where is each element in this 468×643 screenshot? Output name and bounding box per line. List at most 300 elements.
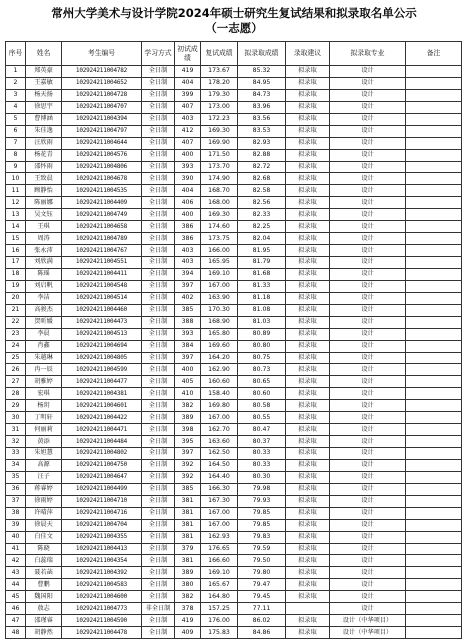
cell-major: 设计 <box>330 340 406 352</box>
cell-seq: 1 <box>6 66 26 78</box>
cell-major: 设计 <box>330 185 406 197</box>
cell-final-score: 82.33 <box>238 209 286 221</box>
cell-exam-no: 102924211004460 <box>62 304 142 316</box>
cell-exam-no: 102924211004599 <box>62 364 142 376</box>
table-row <box>6 543 462 555</box>
document-title <box>0 6 468 36</box>
cell-exam-no: 102924211004644 <box>62 137 142 149</box>
cell-study-mode: 全日制 <box>142 316 175 328</box>
cell-retest-score: 169.60 <box>201 340 238 352</box>
title-line-2: （一志愿） <box>205 21 263 35</box>
table-row <box>6 459 462 471</box>
cell-remark <box>406 161 462 173</box>
cell-name: 汪欣雨 <box>26 137 62 149</box>
cell-exam-no: 102924211004782 <box>62 66 142 78</box>
cell-seq: 37 <box>6 495 26 507</box>
cell-name: 贺昕媛 <box>26 316 62 328</box>
cell-study-mode: 全日制 <box>142 257 175 269</box>
cell-seq: 41 <box>6 543 26 555</box>
cell-name: 高骏杰 <box>26 304 62 316</box>
cell-admission-advice: 拟录取 <box>286 197 330 209</box>
cell-exam-no: 102924211004394 <box>62 113 142 125</box>
cell-final-score: 84.95 <box>238 77 286 89</box>
table-row <box>6 221 462 233</box>
cell-exam-no: 102924211004707 <box>62 101 142 113</box>
cell-retest-score: 175.83 <box>201 627 238 639</box>
cell-final-score: 82.88 <box>238 149 286 161</box>
cell-seq: 29 <box>6 400 26 412</box>
cell-major: 设计 <box>330 161 406 173</box>
cell-remark <box>406 436 462 448</box>
table-body <box>6 66 462 639</box>
cell-admission-advice: 拟录取 <box>286 245 330 257</box>
cell-retest-score: 167.00 <box>201 519 238 531</box>
cell-major: 设计 <box>330 555 406 567</box>
cell-admission-advice: 拟录取 <box>286 161 330 173</box>
cell-exam-no: 102924211004749 <box>62 209 142 221</box>
cell-seq: 7 <box>6 137 26 149</box>
cell-remark <box>406 149 462 161</box>
cell-admission-advice: 拟录取 <box>286 388 330 400</box>
cell-exam-no: 102924211004535 <box>62 185 142 197</box>
cell-seq: 42 <box>6 555 26 567</box>
cell-study-mode: 全日制 <box>142 436 175 448</box>
table-row <box>6 579 462 591</box>
cell-initial-score: 392 <box>175 471 201 483</box>
cell-initial-score: 382 <box>175 400 201 412</box>
cell-study-mode: 全日制 <box>142 328 175 340</box>
table-row <box>6 292 462 304</box>
table-row <box>6 209 462 221</box>
cell-retest-score: 164.50 <box>201 459 238 471</box>
cell-remark <box>406 627 462 639</box>
cell-admission-advice: 拟录取 <box>286 483 330 495</box>
cell-admission-advice: 拟录取 <box>286 173 330 185</box>
cell-study-mode: 全日制 <box>142 340 175 352</box>
cell-retest-score: 168.00 <box>201 197 238 209</box>
cell-name: 丁明轩 <box>26 412 62 424</box>
cell-exam-no: 102924211004583 <box>62 579 142 591</box>
cell-admission-advice: 拟录取 <box>286 591 330 603</box>
cell-exam-no: 102924211004710 <box>62 495 142 507</box>
cell-study-mode: 全日制 <box>142 304 175 316</box>
cell-major: 设计（中华项目） <box>330 615 406 627</box>
cell-final-score: 79.50 <box>238 555 286 567</box>
cell-initial-score: 405 <box>175 376 201 388</box>
table-header-row <box>6 42 462 66</box>
cell-initial-score: 386 <box>175 233 201 245</box>
header-admission-advice: 录取建议 <box>286 42 330 66</box>
cell-study-mode: 全日制 <box>142 495 175 507</box>
cell-study-mode: 全日制 <box>142 543 175 555</box>
cell-retest-score: 173.67 <box>201 66 238 78</box>
cell-name: 朱越琳 <box>26 352 62 364</box>
cell-name: 白佳文 <box>26 531 62 543</box>
cell-admission-advice: 拟录取 <box>286 436 330 448</box>
cell-name: 杨玥 <box>26 400 62 412</box>
cell-name: 徐雨婷 <box>26 495 62 507</box>
cell-major: 设计 <box>330 233 406 245</box>
cell-exam-no: 102924211004513 <box>62 328 142 340</box>
cell-initial-score: 390 <box>175 173 201 185</box>
table-row <box>6 519 462 531</box>
cell-remark <box>406 101 462 113</box>
cell-final-score: 80.75 <box>238 352 286 364</box>
cell-study-mode: 全日制 <box>142 245 175 257</box>
cell-study-mode: 全日制 <box>142 412 175 424</box>
cell-major: 设计 <box>330 424 406 436</box>
table-row <box>6 424 462 436</box>
cell-exam-no: 102924211004471 <box>62 424 142 436</box>
cell-initial-score: 389 <box>175 412 201 424</box>
cell-remark <box>406 316 462 328</box>
cell-seq: 3 <box>6 89 26 101</box>
cell-remark <box>406 197 462 209</box>
cell-admission-advice: 拟录取 <box>286 543 330 555</box>
header-exam-no: 考生编号 <box>62 42 142 66</box>
cell-major: 设计 <box>330 221 406 233</box>
cell-seq: 33 <box>6 448 26 460</box>
cell-final-score: 79.85 <box>238 507 286 519</box>
cell-major: 设计 <box>330 507 406 519</box>
cell-name: 吴文钰 <box>26 209 62 221</box>
cell-final-score: 81.68 <box>238 268 286 280</box>
cell-exam-no: 102924211004716 <box>62 507 142 519</box>
cell-study-mode: 全日制 <box>142 149 175 161</box>
cell-retest-score: 169.90 <box>201 137 238 149</box>
cell-initial-score: 385 <box>175 483 201 495</box>
cell-admission-advice: 拟录取 <box>286 615 330 627</box>
cell-name: 李洁 <box>26 292 62 304</box>
cell-study-mode: 全日制 <box>142 221 175 233</box>
cell-admission-advice: 拟录取 <box>286 316 330 328</box>
cell-admission-advice: 拟录取 <box>286 424 330 436</box>
cell-initial-score: 388 <box>175 316 201 328</box>
cell-initial-score: 404 <box>175 77 201 89</box>
table-row <box>6 197 462 209</box>
cell-major: 设计 <box>330 137 406 149</box>
cell-study-mode: 全日制 <box>142 388 175 400</box>
cell-exam-no: 102924211004658 <box>62 221 142 233</box>
cell-name: 刘欣满 <box>26 257 62 269</box>
cell-name: 胡雅婷 <box>26 376 62 388</box>
cell-retest-score: 170.30 <box>201 304 238 316</box>
cell-initial-score: 382 <box>175 591 201 603</box>
cell-final-score: 79.47 <box>238 579 286 591</box>
table-row <box>6 603 462 615</box>
cell-name: 何丽莉 <box>26 424 62 436</box>
cell-retest-score: 164.40 <box>201 471 238 483</box>
cell-study-mode: 全日制 <box>142 364 175 376</box>
cell-remark <box>406 507 462 519</box>
cell-exam-no: 102924211004704 <box>62 519 142 531</box>
cell-admission-advice: 拟录取 <box>286 185 330 197</box>
cell-seq: 46 <box>6 603 26 615</box>
cell-remark <box>406 221 462 233</box>
cell-seq: 9 <box>6 161 26 173</box>
cell-name: 徐晨天 <box>26 519 62 531</box>
cell-final-score: 79.80 <box>238 567 286 579</box>
cell-exam-no: 102924211004392 <box>62 567 142 579</box>
cell-remark <box>406 603 462 615</box>
table-row <box>6 376 462 388</box>
cell-study-mode: 全日制 <box>142 376 175 388</box>
cell-admission-advice: 拟录取 <box>286 400 330 412</box>
table-row <box>6 137 462 149</box>
cell-retest-score: 169.10 <box>201 567 238 579</box>
cell-final-score: 79.98 <box>238 483 286 495</box>
cell-retest-score: 169.10 <box>201 268 238 280</box>
cell-seq: 11 <box>6 185 26 197</box>
cell-admission-advice: 拟录取 <box>286 328 330 340</box>
cell-admission-advice: 拟录取 <box>286 125 330 137</box>
cell-major: 设计 <box>330 77 406 89</box>
cell-final-score: 80.37 <box>238 436 286 448</box>
cell-final-score: 82.56 <box>238 197 286 209</box>
cell-retest-score: 179.30 <box>201 89 238 101</box>
cell-major: 设计 <box>330 448 406 460</box>
cell-study-mode: 全日制 <box>142 459 175 471</box>
cell-name: 李晨 <box>26 328 62 340</box>
cell-final-score: 82.58 <box>238 185 286 197</box>
cell-admission-advice: 拟录取 <box>286 507 330 519</box>
cell-retest-score: 157.25 <box>201 603 238 615</box>
cell-initial-score: 378 <box>175 603 201 615</box>
cell-initial-score: 407 <box>175 101 201 113</box>
cell-exam-no: 102924211004477 <box>62 376 142 388</box>
cell-retest-score: 164.20 <box>201 352 238 364</box>
cell-name: 许晴萍 <box>26 507 62 519</box>
header-major: 拟录取专业 <box>330 42 406 66</box>
cell-final-score: 79.93 <box>238 495 286 507</box>
cell-remark <box>406 424 462 436</box>
table-row <box>6 185 462 197</box>
cell-remark <box>406 209 462 221</box>
cell-seq: 39 <box>6 519 26 531</box>
cell-initial-score: 402 <box>175 292 201 304</box>
cell-seq: 24 <box>6 340 26 352</box>
cell-major: 设计 <box>330 304 406 316</box>
cell-name: 邵瑾睿 <box>26 615 62 627</box>
cell-final-score: 81.03 <box>238 316 286 328</box>
cell-initial-score: 397 <box>175 448 201 460</box>
cell-retest-score: 165.95 <box>201 257 238 269</box>
cell-remark <box>406 448 462 460</box>
cell-remark <box>406 185 462 197</box>
table-row <box>6 280 462 292</box>
cell-admission-advice: 拟录取 <box>286 149 330 161</box>
cell-study-mode: 非全日制 <box>142 603 175 615</box>
cell-major: 设计 <box>330 316 406 328</box>
table-row <box>6 77 462 89</box>
cell-exam-no: 102924211004694 <box>62 340 142 352</box>
cell-study-mode: 全日制 <box>142 555 175 567</box>
cell-initial-score: 379 <box>175 543 201 555</box>
cell-remark <box>406 292 462 304</box>
cell-retest-score: 166.60 <box>201 555 238 567</box>
cell-study-mode: 全日制 <box>142 567 175 579</box>
cell-seq: 43 <box>6 567 26 579</box>
table-row <box>6 268 462 280</box>
table-row <box>6 436 462 448</box>
cell-initial-score: 381 <box>175 507 201 519</box>
cell-final-score: 77.11 <box>238 603 286 615</box>
cell-name: 黄添 <box>26 436 62 448</box>
cell-name: 王琪 <box>26 221 62 233</box>
cell-final-score: 84.73 <box>238 89 286 101</box>
cell-name: 汪子 <box>26 471 62 483</box>
table-row <box>6 89 462 101</box>
cell-retest-score: 167.00 <box>201 507 238 519</box>
cell-remark <box>406 66 462 78</box>
cell-retest-score: 172.23 <box>201 113 238 125</box>
cell-admission-advice: 拟录取 <box>286 77 330 89</box>
cell-study-mode: 全日制 <box>142 66 175 78</box>
cell-study-mode: 全日制 <box>142 161 175 173</box>
cell-admission-advice: 拟录取 <box>286 233 330 245</box>
cell-admission-advice: 拟录取 <box>286 340 330 352</box>
cell-name: 胡静然 <box>26 627 62 639</box>
cell-study-mode: 全日制 <box>142 185 175 197</box>
cell-remark <box>406 400 462 412</box>
cell-final-score: 83.96 <box>238 101 286 113</box>
cell-study-mode: 全日制 <box>142 197 175 209</box>
table-row <box>6 161 462 173</box>
cell-major: 设计 <box>330 543 406 555</box>
cell-remark <box>406 137 462 149</box>
cell-initial-score: 381 <box>175 519 201 531</box>
cell-initial-score: 381 <box>175 531 201 543</box>
cell-final-score: 80.58 <box>238 400 286 412</box>
cell-name: 聂若菡 <box>26 567 62 579</box>
cell-final-score: 83.53 <box>238 125 286 137</box>
cell-major: 设计 <box>330 280 406 292</box>
cell-name: 徐思宇 <box>26 101 62 113</box>
cell-remark <box>406 388 462 400</box>
cell-study-mode: 全日制 <box>142 483 175 495</box>
cell-retest-score: 173.70 <box>201 161 238 173</box>
cell-final-score: 80.30 <box>238 471 286 483</box>
cell-retest-score: 165.80 <box>201 328 238 340</box>
cell-exam-no: 102924211004601 <box>62 400 142 412</box>
cell-major: 设计 <box>330 471 406 483</box>
cell-initial-score: 403 <box>175 113 201 125</box>
header-study-mode: 学习方式 <box>142 42 175 66</box>
cell-final-score: 80.47 <box>238 424 286 436</box>
cell-study-mode: 全日制 <box>142 137 175 149</box>
cell-exam-no: 102924211004499 <box>62 483 142 495</box>
cell-remark <box>406 459 462 471</box>
cell-initial-score: 400 <box>175 364 201 376</box>
cell-study-mode: 全日制 <box>142 471 175 483</box>
cell-name: 周涛 <box>26 233 62 245</box>
cell-exam-no: 102924211004805 <box>62 352 142 364</box>
cell-exam-no: 102924211004767 <box>62 245 142 257</box>
cell-exam-no: 102924211004354 <box>62 555 142 567</box>
cell-retest-score: 176.00 <box>201 615 238 627</box>
cell-initial-score: 403 <box>175 245 201 257</box>
cell-seq: 17 <box>6 257 26 269</box>
cell-seq: 48 <box>6 627 26 639</box>
cell-retest-score: 167.00 <box>201 412 238 424</box>
cell-retest-score: 162.70 <box>201 424 238 436</box>
cell-remark <box>406 567 462 579</box>
title-line-1: 常州大学美术与设计学院2024年硕士研究生复试结果和拟录取名单公示 <box>51 6 417 20</box>
cell-initial-score: 419 <box>175 66 201 78</box>
cell-exam-no: 102924211004484 <box>62 436 142 448</box>
cell-seq: 36 <box>6 483 26 495</box>
cell-seq: 38 <box>6 507 26 519</box>
cell-retest-score: 169.80 <box>201 400 238 412</box>
cell-exam-no: 102924211004647 <box>62 471 142 483</box>
cell-admission-advice: 拟录取 <box>286 471 330 483</box>
cell-initial-score: 398 <box>175 424 201 436</box>
cell-study-mode: 全日制 <box>142 125 175 137</box>
cell-retest-score: 167.30 <box>201 495 238 507</box>
table-row <box>6 257 462 269</box>
cell-study-mode: 全日制 <box>142 615 175 627</box>
cell-name: 魏国阳 <box>26 591 62 603</box>
cell-study-mode: 全日制 <box>142 292 175 304</box>
cell-seq: 45 <box>6 591 26 603</box>
cell-remark <box>406 328 462 340</box>
cell-final-score: 80.73 <box>238 364 286 376</box>
cell-exam-no: 102924211004355 <box>62 531 142 543</box>
cell-initial-score: 397 <box>175 352 201 364</box>
cell-admission-advice: 拟录取 <box>286 448 330 460</box>
cell-initial-score: 386 <box>175 221 201 233</box>
cell-remark <box>406 519 462 531</box>
cell-study-mode: 全日制 <box>142 280 175 292</box>
cell-seq: 20 <box>6 292 26 304</box>
cell-admission-advice: 拟录取 <box>286 567 330 579</box>
table-row <box>6 125 462 137</box>
table-row <box>6 507 462 519</box>
cell-retest-score: 166.00 <box>201 245 238 257</box>
cell-study-mode: 全日制 <box>142 89 175 101</box>
header-name: 姓名 <box>26 42 62 66</box>
cell-remark <box>406 376 462 388</box>
cell-initial-score: 393 <box>175 161 201 173</box>
table-row <box>6 66 462 78</box>
cell-admission-advice: 拟录取 <box>286 257 330 269</box>
table-row <box>6 101 462 113</box>
cell-remark <box>406 555 462 567</box>
cell-name: 王嘉敏 <box>26 77 62 89</box>
cell-remark <box>406 531 462 543</box>
cell-admission-advice: 拟录取 <box>286 531 330 543</box>
table-row <box>6 316 462 328</box>
cell-major: 设计 <box>330 436 406 448</box>
cell-seq: 15 <box>6 233 26 245</box>
cell-remark <box>406 483 462 495</box>
cell-remark <box>406 89 462 101</box>
cell-initial-score: 412 <box>175 125 201 137</box>
cell-retest-score: 169.30 <box>201 209 238 221</box>
cell-study-mode: 全日制 <box>142 209 175 221</box>
cell-major: 设计 <box>330 531 406 543</box>
cell-major: 设计 <box>330 603 406 615</box>
cell-seq: 5 <box>6 113 26 125</box>
cell-remark <box>406 77 462 89</box>
cell-major: 设计 <box>330 292 406 304</box>
cell-final-score: 85.32 <box>238 66 286 78</box>
cell-seq: 14 <box>6 221 26 233</box>
cell-study-mode: 全日制 <box>142 627 175 639</box>
cell-final-score: 82.25 <box>238 221 286 233</box>
cell-exam-no: 102924211004409 <box>62 197 142 209</box>
cell-major: 设计 <box>330 483 406 495</box>
